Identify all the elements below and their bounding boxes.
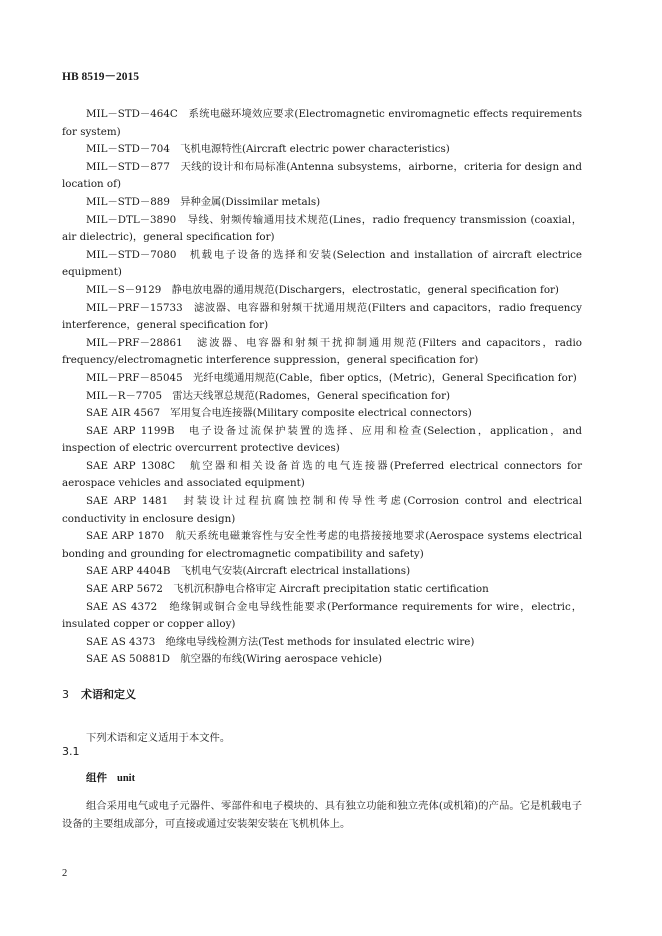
reference-item: MIL－S－9129 静电放电器的通用规范(Dischargers，electrostatic，general specification for) [86,283,559,296]
reference-item: SAE AS 50881D 航空器的布线(Wiring aerospace vehicle) [86,653,383,666]
page-number: 2 [62,868,68,879]
document-header: HB 8519－2015 [62,71,139,83]
section-number: 3 [62,688,69,701]
reference-item: SAE AS 4373 绝缘电导线检测方法(Test methods for insulated electric wire) [86,635,475,648]
section-title: 术语和定义 [81,688,136,701]
term-english: unit [117,773,136,784]
reference-item: MIL－STD－877 天线的设计和布局标准(Antenna subsystems，airborne，criteria for design and location of) [62,160,582,191]
reference-item: MIL－STD－7080 机载电子设备的选择和安装(Selection and installation of aircraft electrice equipment) [62,248,582,279]
section-intro-paragraph: 下列术语和定义适用于本文件。 [86,732,231,745]
reference-item: SAE ARP 4404B 飞机电气安装(Aircraft electrical installations) [86,565,411,578]
reference-item: MIL－STD－889 异种金属(Dissimilar metals) [86,195,321,208]
reference-item: SAE AS 4372 绝缘铜或铜合金电导线性能要求(Performance requirements for wire，electric，insulated copper or copper alloy) [62,600,582,631]
reference-item: SAE ARP 1481 封装设计过程抗腐蚀控制和传导性考虑(Corrosion control and electrical conductivity in enclosure design) [62,495,582,525]
reference-item: SAE AIR 4567 军用复合电连接器(Military composite electrical connectors) [86,407,472,420]
reference-item: MIL－R－7705 雷达天线罩总规范(Radomes，General specification for) [86,389,451,402]
reference-item: SAE ARP 1308C 航空器和相关设备首选的电气连接器(Preferred electrical connectors for aerospace vehicles and associated equipment) [62,459,582,490]
section-heading [62,686,136,702]
term-entry [86,770,135,785]
normative-references-list [62,106,582,669]
term-number: 3.1 [62,745,80,758]
reference-item: SAE ARP 1870 航天系统电磁兼容性与安全性考虑的电搭接接地要求(Aerospace systems electrical bonding and grounding for electromagnetic compatibility and safety) [62,530,582,560]
reference-item: MIL－STD－704 飞机电源特性(Aircraft electric power characteristics) [86,143,450,156]
reference-item: MIL－PRF－85045 光纤电缆通用规范(Cable，fiber optics，(Metric)，General Specification for) [86,371,577,384]
reference-item: SAE ARP 1199B 电子设备过流保护装置的选择、应用和检查(Selection，application，and inspection of electric overcurrent protective devices) [62,424,582,455]
reference-item: MIL－PRF－15733 滤波器、电容器和射频干扰通用规范(Filters and capacitors，radio frequency interference，general specification for) [62,301,582,332]
reference-item: MIL－DTL－3890 导线、射频传输通用技术规范(Lines，radio frequency transmission (coaxial，air dielectric)，general specification for) [62,213,582,244]
term-definition: 组合采用电气或电子元器件、零部件和电子模块的、具有独立功能和独立壳体(或机箱)的产品。它是机载电子设备的主要组成部分，可直接或通过安装架安装在飞机机体上。 [62,800,582,830]
reference-item: SAE ARP 5672 飞机沉积静电合格审定 Aircraft precipitation static certification [86,583,489,596]
reference-item: MIL－STD－464C 系统电磁环境效应要求(Electromagnetic enviromagnetic effects requirements for system) [62,108,582,138]
term-chinese: 组件 [86,772,107,784]
reference-item: MIL－PRF－28861 滤波器、电容器和射频干扰抑制通用规范(Filters and capacitors，radio frequency/electromagnetic interference suppression，general specification for) [62,336,582,367]
